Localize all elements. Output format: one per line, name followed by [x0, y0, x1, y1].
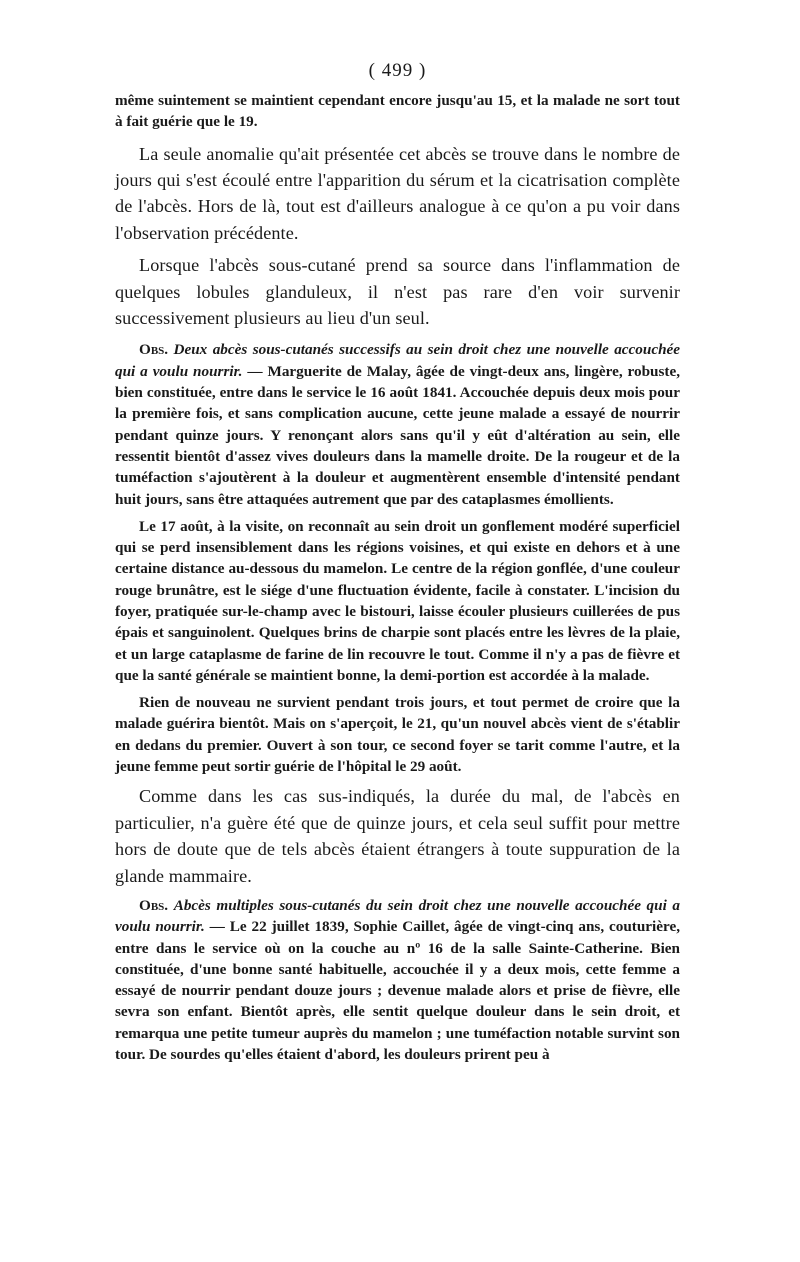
paragraph-august-21: Rien de nouveau ne survient pendant trois jours, et tout permet de croire que la malade guérira bientôt. Mais on s'aperçoit, le 21, qu'un nouvel abcès vient de s'établir en dedans du premier. Ouvert à son tour, ce second foyer se tarit comme l'autre, et la jeune femme peut sortir guérie de l'hôpital le 29 août.: [115, 694, 680, 776]
observation-label: Obs.: [139, 341, 169, 359]
paragraph-august-17: Le 17 août, à la visite, on reconnaît au sein droit un gonflement modéré superficiel qui se perd insensiblement dans les régions voisines, et qui existe en dehors et à une certaine distance au-dessous du mamelon. Le centre de la région gonflée, d'une couleur rouge brunâtre, est le siége d'une fluctuation évidente, facile à constater. L'incision du foyer, pratiquée sur-le-champ avec le bistouri, laisse écouler plusieurs cuillerées de pus épais et sanguinolent. Quelques brins de charpie sont placés entre les lèvres de la plaie, et un large cataplasme de farine de lin recouvre le tout. Comme il n'y a pas de fièvre et que la santé générale se maintient bonne, la demi-portion est accordée à la malade.: [115, 517, 680, 684]
observation-label: Obs.: [139, 897, 169, 914]
page-number: ( 499 ): [368, 60, 427, 81]
book-page: [115, 58, 680, 1065]
observation-title: Abcès multiples sous-cutanés du sein droit chez une nouvelle accouchée qui a voulu nourrir.: [115, 897, 680, 936]
observation-2: [115, 895, 680, 1065]
observation-title: Deux abcès sous-cutanés successifs au sein droit chez une nouvelle accouchée qui a voulu nourrir.: [115, 341, 680, 380]
paragraph-conclusion: Comme dans les cas sus-indiqués, la durée du mal, de l'abcès en particulier, n'a guère été que de quinze jours, et cela seul suffit pour mettre hors de doute que de tels abcès étaient étrangers à toute suppuration de la glande mammaire.: [115, 786, 680, 886]
observation-body: — Marguerite de Malay, âgée de vingt-deux ans, lingère, robuste, bien constituée, entre dans le service le 16 août 1841. Accouchée depuis deux mois pour la première fois, et sans complication aucune, cette jeune malade a essayé de nourrir pendant quinze jours. Y renonçant alors sans qu'il y eût d'altération au sein, elle ressentit bientôt d'assez vives douleurs dans la mamelle droite. De la rougeur et de la tuméfaction s'ajoutèrent à la douleur et augmentèrent ensemble d'intensité pendant huit jours, sans être attaquées autrement que par des cataplasmes émollients.: [115, 362, 680, 508]
observation-1: [115, 339, 680, 509]
paragraph-anomaly: La seule anomalie qu'ait présentée cet abcès se trouve dans le nombre de jours qui s'est écoulé entre l'apparition du sérum et la cicatrisation complète de l'abcès. Hors de là, tout est d'ailleurs analogue à ce qu'on a pu voir dans l'observation précédente.: [115, 143, 680, 243]
paragraph-lobules: Lorsque l'abcès sous-cutané prend sa source dans l'inflammation de quelques lobules glanduleux, il n'est pas rare d'en voir survenir successivement plusieurs au lieu d'un seul.: [115, 255, 680, 329]
paragraph-continuation: même suintement se maintient cependant encore jusqu'au 15, et la malade ne sort tout à fait guérie que le 19.: [115, 92, 680, 131]
observation-body: — Le 22 juillet 1839, Sophie Caillet, âgée de vingt-cinq ans, couturière, entre dans le service où on la couche au nº 16 de la salle Sainte-Catherine. Bien constituée, d'une bonne santé habituelle, accouchée il y a deux mois, cette femme a essayé de nourrir pendant douze jours ; devenue malade alors et prise de fièvre, elle sevra son enfant. Bientôt après, elle sentit quelque douleur dans le sein droit, et remarqua une petite tumeur auprès du mamelon ; une tuméfaction notable survint son tour. De sourdes qu'elles étaient d'abord, les douleurs prirent peu à: [115, 918, 681, 1064]
